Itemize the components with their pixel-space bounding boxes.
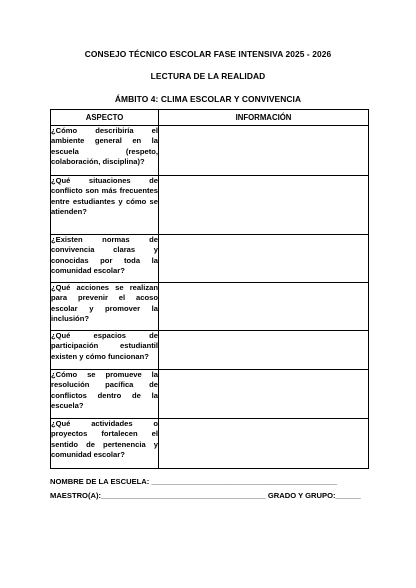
aspect-question: ¿Qué situaciones de conflicto son más frecuentes entre estudiantes y cómo se atienden? bbox=[51, 176, 159, 235]
information-cell[interactable] bbox=[159, 126, 369, 176]
aspect-question: ¿Qué espacios de participación estudiantil existen y cómo funcionan? bbox=[51, 331, 159, 370]
document-subtitle: LECTURA DE LA REALIDAD bbox=[150, 71, 266, 81]
table-row bbox=[51, 419, 369, 469]
information-cell[interactable] bbox=[159, 331, 369, 370]
table-row bbox=[51, 331, 369, 370]
school-name-field[interactable]: NOMBRE DE LA ESCUELA: ____________________________________________ bbox=[50, 477, 338, 486]
aspect-question: ¿Qué actividades o proyectos fortalecen el sentido de pertenencia y comunidad escolar? bbox=[51, 419, 159, 469]
table-row bbox=[51, 176, 369, 235]
information-cell[interactable] bbox=[159, 283, 369, 331]
aspect-question: ¿Cómo describiría el ambiente general en la escuela (respeto, colaboración, disciplina)? bbox=[51, 126, 159, 176]
column-header-aspecto: ASPECTO bbox=[51, 110, 159, 126]
information-cell[interactable] bbox=[159, 176, 369, 235]
aspect-question: ¿Existen normas de convivencia claras y conocidas por toda la comunidad escolar? bbox=[51, 235, 159, 283]
aspect-question: ¿Cómo se promueve la resolución pacífica de conflictos dentro de la escuela? bbox=[51, 370, 159, 419]
table-row bbox=[51, 235, 369, 283]
table-row bbox=[51, 126, 369, 176]
information-cell[interactable] bbox=[159, 370, 369, 419]
column-header-informacion: INFORMACIÓN bbox=[159, 110, 369, 126]
information-cell[interactable] bbox=[159, 419, 369, 469]
table-header-row bbox=[51, 110, 369, 126]
table-row bbox=[51, 370, 369, 419]
table-row bbox=[51, 283, 369, 331]
section-title: ÁMBITO 4: CLIMA ESCOLAR Y CONVIVENCIA bbox=[114, 94, 302, 104]
aspect-question: ¿Qué acciones se realizan para prevenir el acoso escolar y promover la inclusión? bbox=[51, 283, 159, 331]
reflection-table bbox=[50, 109, 369, 469]
document-title: CONSEJO TÉCNICO ESCOLAR FASE INTENSIVA 2025 - 2026 bbox=[84, 49, 332, 59]
teacher-grade-field[interactable]: MAESTRO(A):_______________________________________ GRADO Y GRUPO:______ bbox=[50, 491, 361, 500]
information-cell[interactable] bbox=[159, 235, 369, 283]
